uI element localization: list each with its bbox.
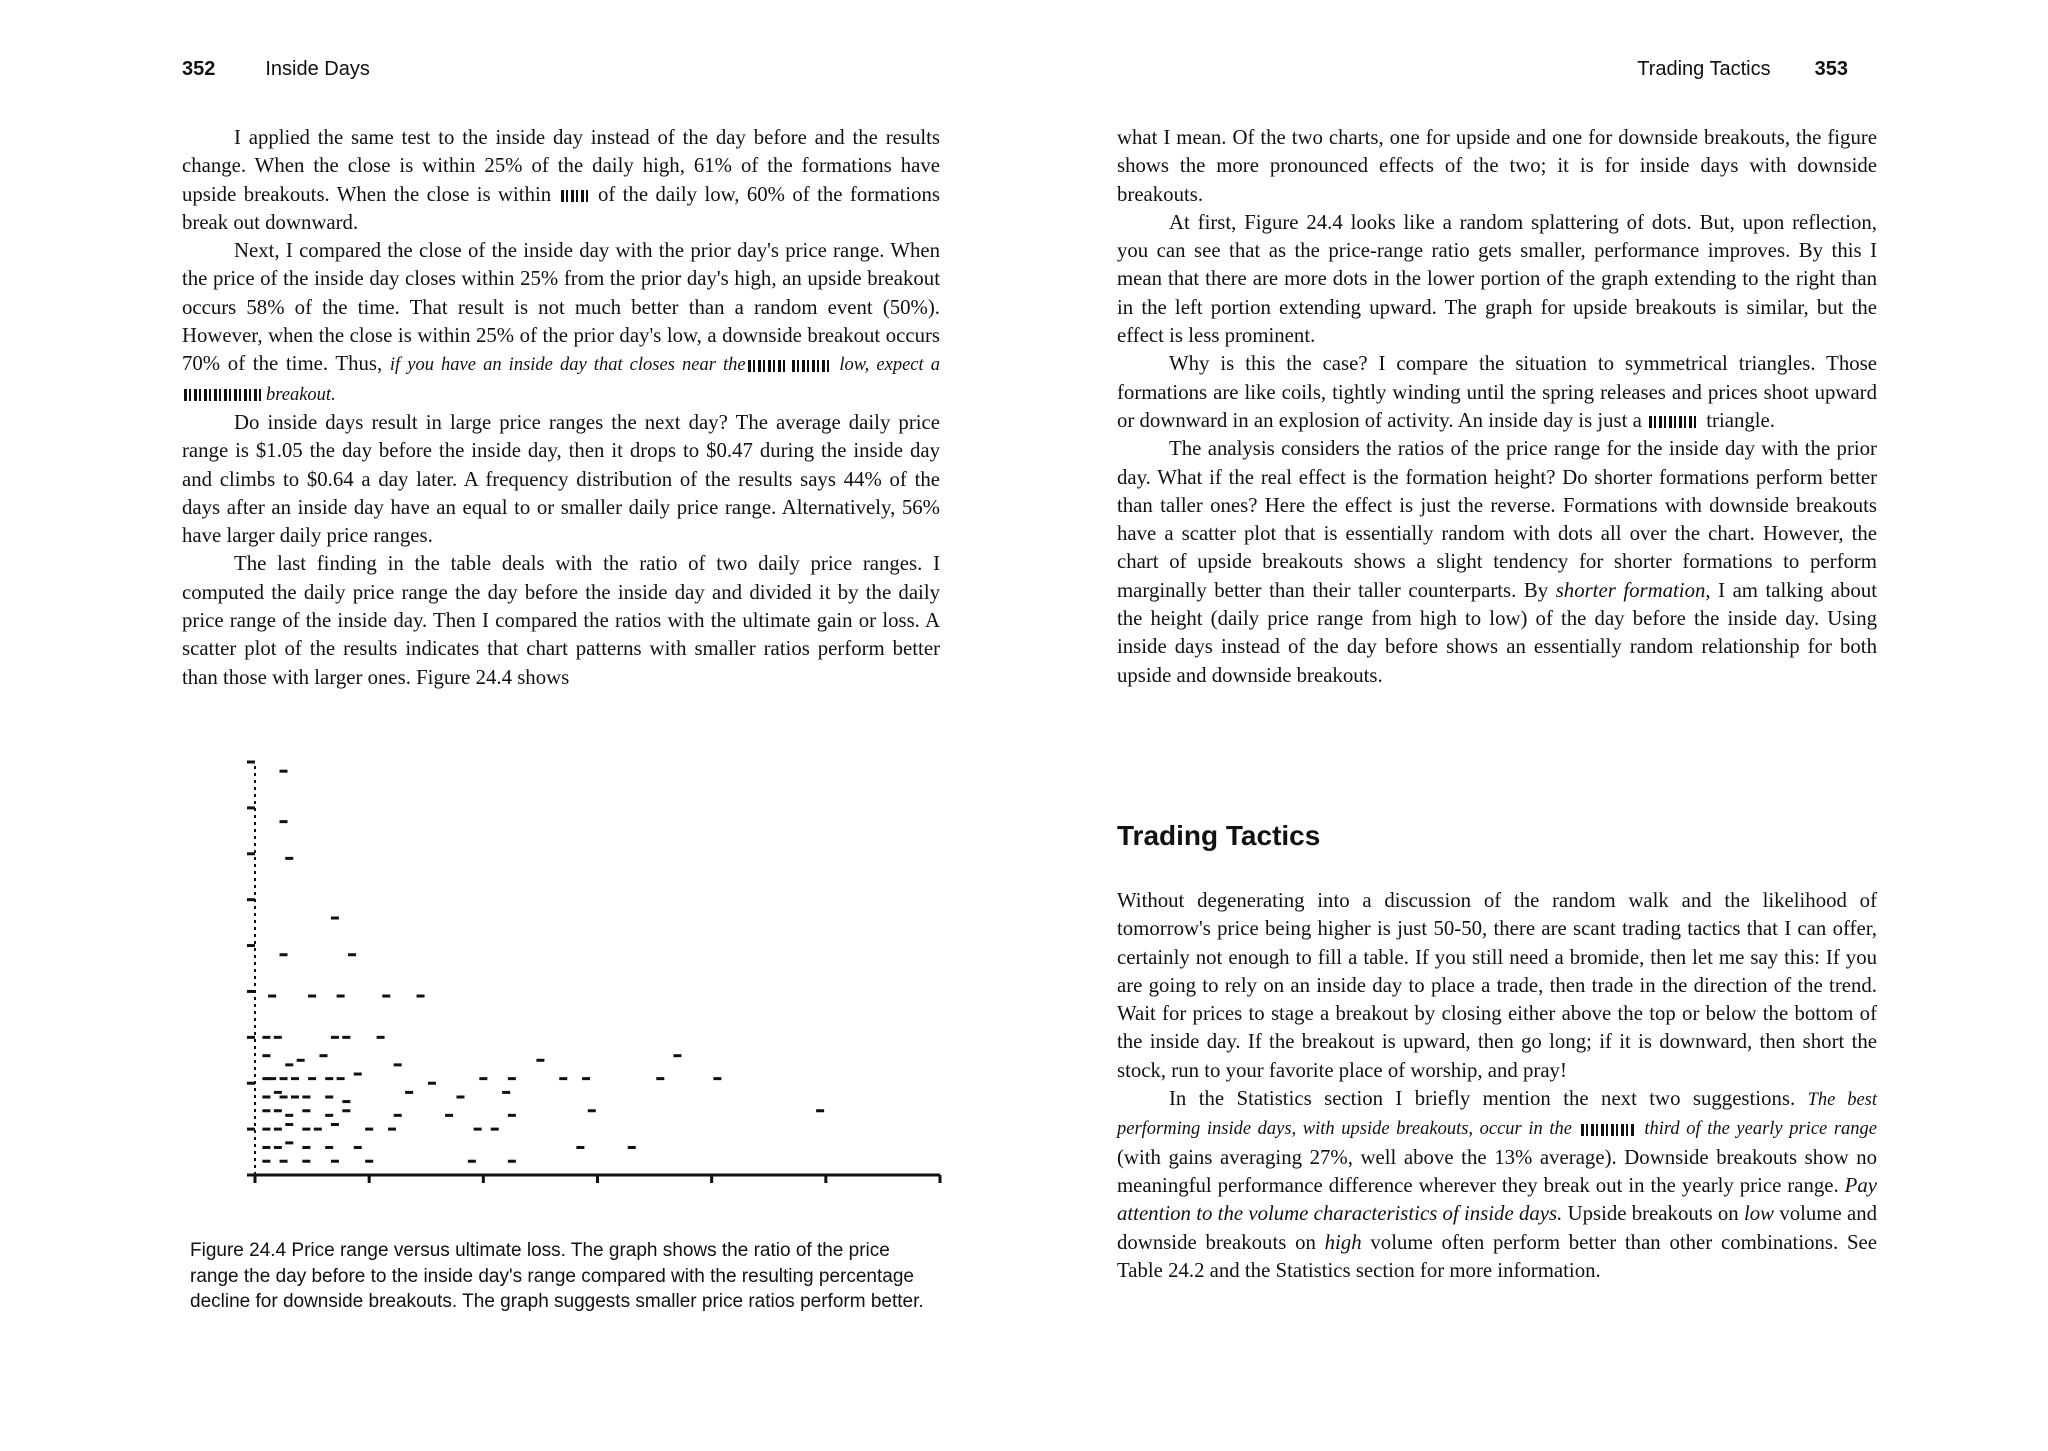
data-point: [428, 1082, 436, 1085]
data-point: [325, 1095, 333, 1098]
data-point: [280, 1077, 288, 1080]
italic-text: breakout.: [266, 384, 336, 405]
scatter-figure: [185, 750, 955, 1190]
data-point: [628, 1146, 636, 1149]
italic-text: low, expect a: [839, 355, 940, 376]
italic-text: low: [1743, 1202, 1775, 1226]
data-point: [508, 1114, 516, 1117]
data-point: [354, 1146, 362, 1149]
data-point: [508, 1160, 516, 1163]
data-point: [262, 1160, 270, 1163]
data-point: [342, 1109, 350, 1112]
data-point: [268, 1077, 276, 1080]
data-point: [302, 1160, 310, 1163]
data-point: [285, 1141, 293, 1144]
data-point: [274, 1109, 282, 1112]
scatter-plot: [185, 750, 955, 1190]
garbled-glyph: [1581, 1124, 1635, 1136]
data-point: [377, 1036, 385, 1039]
text-span: (with gains averaging 27%, well above the 13% average). Downside breakouts show no meaningful performance difference wherever they break out in the yearly price range.: [1117, 1145, 1877, 1197]
italic-text: high: [1324, 1230, 1362, 1254]
paragraph: [182, 237, 940, 409]
data-point: [320, 1054, 328, 1057]
data-point: [394, 1114, 402, 1117]
right-page: [1024, 0, 2048, 1451]
italic-text: third of the yearly price range: [1644, 1119, 1878, 1140]
data-point: [479, 1077, 487, 1080]
text-span: triangle.: [1706, 408, 1775, 432]
text-span: Why is this the case? I compare the situation to symmetrical triangles. Those formations are like coils, tightly winding until the spring releases and prices shoot upward or downward in an explosion of activity. An inside day is just a: [1117, 352, 1877, 432]
tactics-body-text: [1117, 887, 1877, 1285]
data-point: [274, 1091, 282, 1094]
garbled-glyph: [184, 389, 264, 401]
data-point: [268, 995, 276, 998]
data-point: [280, 820, 288, 823]
data-point: [274, 1128, 282, 1131]
text-span: Next, I compared the close of the inside day with the prior day's price range. When the price of the inside day closes within 25% from the prior day's high, an upside breakout occurs 58% of the time. That result is not much better than a random event (50%). However, when the close is within 25% of the prior day's low, a downside breakout occurs 70% of the time. Thus,: [182, 239, 940, 376]
section-heading: Trading Tactics: [1117, 820, 1321, 851]
data-point: [291, 1077, 299, 1080]
data-point: [394, 1063, 402, 1066]
data-point: [262, 1146, 270, 1149]
paragraph: The last finding in the table deals with the ratio of two daily price ranges. I computed the daily price range the day before the inside day and divided it by the daily price range of the inside day. Then I compared the ratios with the ultimate gain or loss. A scatter plot of the results indicates that chart patterns with smaller ratios perform better than those with larger ones. Figure 24.4 shows: [182, 552, 940, 689]
paragraph: what I mean. Of the two charts, one for upside and one for downside breakouts, the figure shows the more pronounced effects of the two; it is for inside days with downside breakouts.: [1117, 126, 1877, 206]
right-running-head-title: Trading Tactics: [1637, 58, 1771, 80]
data-point: [331, 1123, 339, 1126]
data-point: [308, 995, 316, 998]
data-point: [325, 1146, 333, 1149]
data-point: [713, 1077, 721, 1080]
left-running-head-title: Inside Days: [265, 58, 370, 80]
data-point: [382, 995, 390, 998]
text-span: Upside breakouts on: [1567, 1202, 1739, 1226]
data-point: [474, 1128, 482, 1131]
data-point: [291, 1095, 299, 1098]
data-point: [262, 1128, 270, 1131]
text-span: I am talking about the height (daily price range from high to low) of the day before the inside day. Using inside days instead of the day before shows an essentially random relationship for both upside and downside breakouts.: [1117, 578, 1878, 687]
text-span: volume often perform better than other combinations. See Table 24.2 and the Statistics section for more information.: [1117, 1230, 1877, 1282]
left-body-text: [182, 124, 940, 692]
data-point: [280, 770, 288, 773]
data-point: [365, 1128, 373, 1131]
data-point: [673, 1054, 681, 1057]
right-body-text: [1117, 124, 1877, 690]
figure-caption: Figure 24.4 Price range versus ultimate loss. The graph shows the ratio of the price range the day before to the inside day's range compared with the resulting percentage decline for downside breakouts. The graph suggests smaller price ratios perform better.: [190, 1240, 924, 1312]
data-point: [262, 1109, 270, 1112]
paragraph: [1117, 1085, 1877, 1285]
data-point: [816, 1109, 824, 1112]
text-span: The analysis considers the ratios of the price range for the inside day with the prior day. What if the real effect is the formation height? Do shorter formations perform better than taller ones? Here the effect is just the reverse. Formations with downside breakouts have a scatter plot that is essentially random with dots all over the chart. However, the chart of upside breakouts shows a slight tendency for shorter formations to perform marginally better than their taller counterparts. By: [1117, 437, 1877, 602]
data-point: [262, 1054, 270, 1057]
garbled-glyph: [561, 190, 589, 202]
data-point: [331, 917, 339, 920]
data-point: [285, 1063, 293, 1066]
text-span: volume and downside breakouts on: [1117, 1202, 1878, 1254]
text-span: of the daily low, 60% of the formations break out downward.: [182, 182, 941, 234]
data-point: [285, 1123, 293, 1126]
text-span: In the Statistics section I briefly mention the next two suggestions.: [1169, 1087, 1796, 1111]
data-point: [405, 1091, 413, 1094]
paragraph: [1117, 350, 1877, 435]
data-point: [559, 1077, 567, 1080]
data-point: [297, 1059, 305, 1062]
data-point: [582, 1077, 590, 1080]
italic-text: if you have an inside day that closes near the: [389, 355, 746, 376]
data-point: [280, 953, 288, 956]
data-point: [302, 1109, 310, 1112]
data-point: [468, 1160, 476, 1163]
garbled-glyph: [792, 360, 830, 372]
data-point: [656, 1077, 664, 1080]
data-point: [325, 1114, 333, 1117]
paragraph: [1117, 435, 1877, 690]
data-point: [342, 1100, 350, 1103]
data-point: [280, 1160, 288, 1163]
left-running-head: [182, 58, 370, 81]
data-point: [457, 1095, 465, 1098]
data-point: [262, 1036, 270, 1039]
garbled-glyph: [1649, 416, 1699, 428]
garbled-glyph: [748, 360, 788, 372]
paragraph: [182, 124, 940, 237]
data-point: [354, 1073, 362, 1076]
right-page-number: 353: [1814, 58, 1848, 80]
data-point: [342, 1036, 350, 1039]
data-point: [502, 1091, 510, 1094]
data-point: [274, 1036, 282, 1039]
data-point: [365, 1160, 373, 1163]
right-running-head: [1637, 58, 1848, 81]
data-point: [302, 1128, 310, 1131]
data-point: [285, 857, 293, 860]
data-point: [302, 1146, 310, 1149]
data-point: [314, 1128, 322, 1131]
data-point: [308, 1077, 316, 1080]
data-point: [331, 1160, 339, 1163]
data-point: [348, 953, 356, 956]
data-point: [302, 1095, 310, 1098]
data-point: [508, 1077, 516, 1080]
data-point: [388, 1128, 396, 1131]
data-point: [588, 1109, 596, 1112]
text-span: I applied the same test to the inside day instead of the day before and the results change. When the close is within 25% of the daily high, 61% of the formations have upside breakouts. When the close is within: [182, 126, 940, 206]
data-point: [536, 1059, 544, 1062]
data-point: [262, 1095, 270, 1098]
data-point: [331, 1036, 339, 1039]
data-point: [285, 1114, 293, 1117]
data-point: [325, 1077, 333, 1080]
data-point: [280, 1095, 288, 1098]
left-page-number: 352: [182, 58, 216, 80]
data-point: [337, 995, 345, 998]
data-point: [445, 1114, 453, 1117]
data-point: [274, 1146, 282, 1149]
paragraph: Do inside days result in large price ranges the next day? The average daily price range is $1.05 the day before the inside day, then it drops to $0.47 during the inside day and climbs to $0.64 a day later. A frequency distribution of the results says 44% of the days after an inside day have an equal to or smaller daily price range. Alternatively, 56% have larger daily price ranges.: [182, 410, 940, 548]
data-point: [491, 1128, 499, 1131]
data-point: [417, 995, 425, 998]
paragraph: At first, Figure 24.4 looks like a random splattering of dots. But, upon reflection, you can see that as the price-range ratio gets smaller, performance improves. By this I mean that there are more dots in the lower portion of the graph extending to the right than in the left portion extending upward. The graph for upside breakouts is similar, but the effect is less prominent.: [1117, 210, 1877, 348]
data-point: [337, 1077, 345, 1080]
italic-text: The best performing inside days, with upside breakouts, occur in the: [1117, 1090, 1878, 1140]
data-point: [576, 1146, 584, 1149]
italic-text: shorter formation,: [1555, 578, 1711, 602]
italic-text: Pay attention to the volume characteristics of inside days.: [1117, 1173, 1877, 1226]
paragraph: Without degenerating into a discussion of the random walk and the likelihood of tomorrow's price being higher is just 50-50, there are scant trading tactics that I can offer, certainly not enough to fill a table. If you still need a bromide, then let me say this: If you are going to rely on an inside day to place a trade, then trade in the direction of the trend. Wait for prices to stage a breakout by closing either above the top or below the bottom of the inside day. If the breakout is upward, then go long; if it is downward, then short the stock, run to your favorite place of worship, and pray!: [1117, 889, 1877, 1082]
